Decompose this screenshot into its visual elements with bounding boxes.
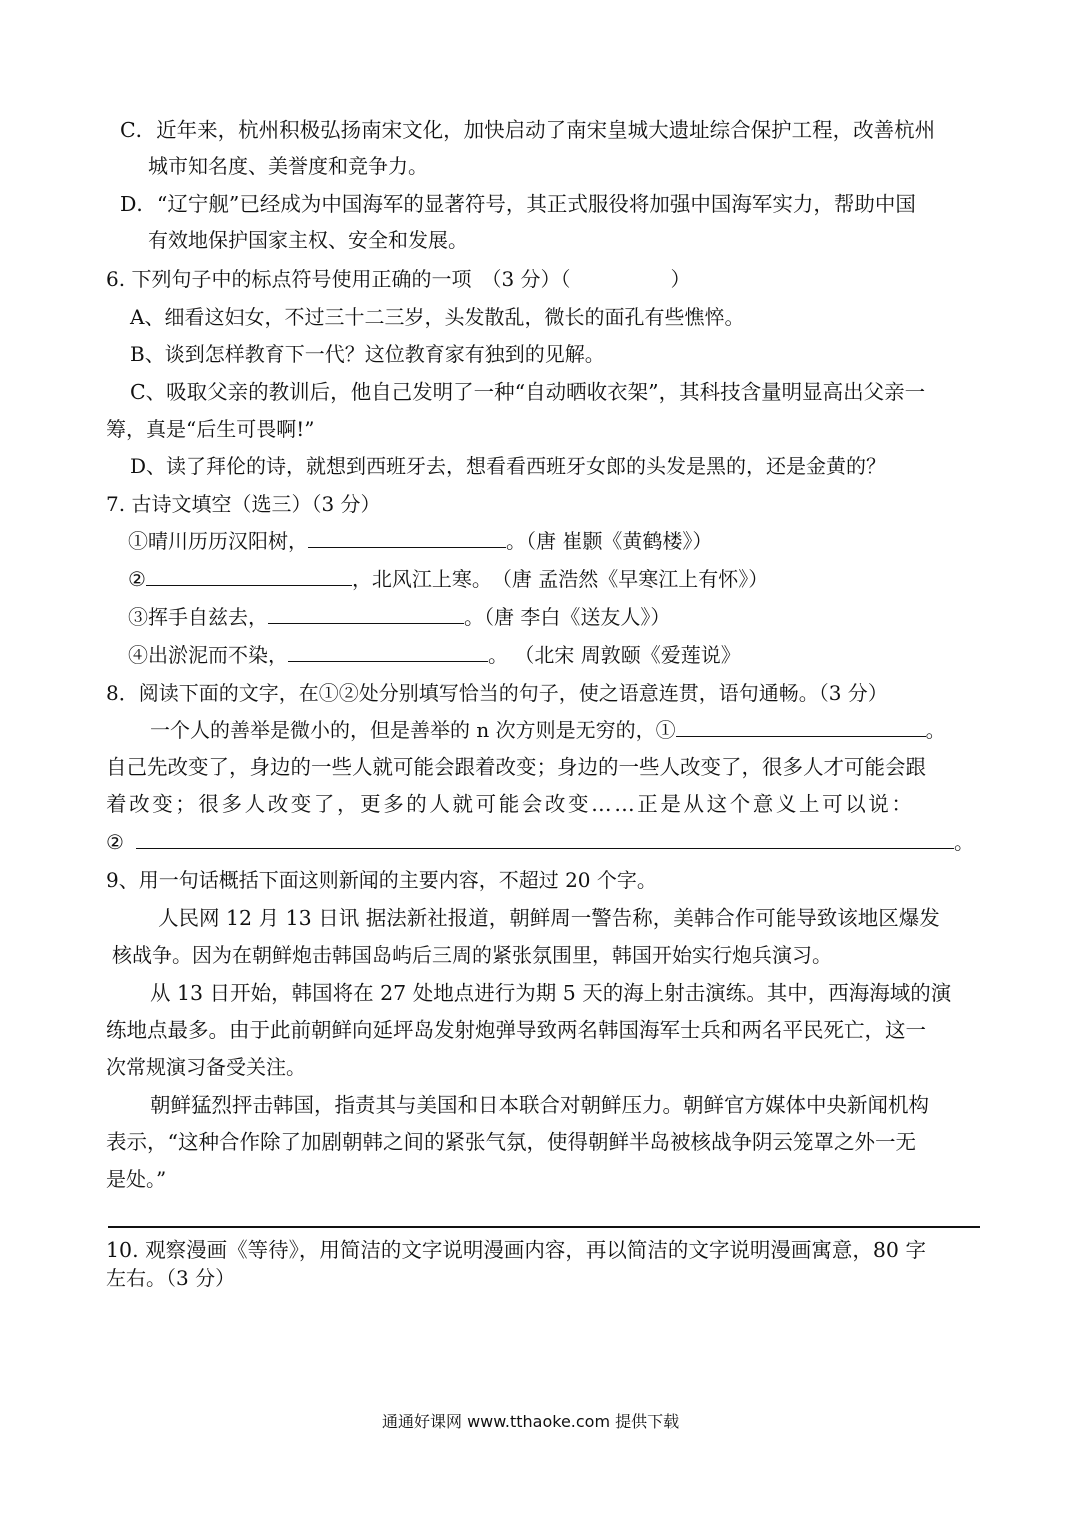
q9-news-p2-line2: 练地点最多。由于此前朝鲜向延坪岛发射炮弹导致两名韩国海军士兵和两名平民死亡，这一: [106, 1018, 926, 1042]
q5-option-c-line2: 城市知名度、美誉度和竞争力。: [148, 154, 428, 178]
q9-news-p2-line1: 从 13 日开始，韩国将在 27 处地点进行为期 5 天的海上射击演练。其中，西海海域的演: [150, 981, 952, 1005]
q8-stem: 8．阅读下面的文字，在①②处分别填写恰当的句子，使之语意连贯，语句通畅。（3 分）: [106, 681, 888, 705]
q9-news-p1-line2: 核战争。因为在朝鲜炮击韩国岛屿后三周的紧张氛围里，韩国开始实行炮兵演习。: [112, 943, 832, 967]
q7-item-4-text: ④出淤泥而不染，: [128, 643, 288, 667]
q5-option-c-line1: C．近年来，杭州积极弘扬南宋文化，加快启动了南宋皇城大遗址综合保护工程，改善杭州: [120, 118, 936, 142]
answer-blank[interactable]: [146, 565, 352, 586]
q5-option-d-line2: 有效地保护国家主权、安全和发展。: [148, 228, 468, 252]
q6-option-c-line1: C、吸取父亲的教训后，他自己发明了一种“自动晒收衣架”，其科技含量明显高出父亲一: [130, 380, 926, 404]
answer-blank[interactable]: [288, 641, 488, 662]
q6-stem: 6. 下列句子中的标点符号使用正确的一项 （3 分）（ ）: [106, 267, 691, 291]
q9-news-p3-line3: 是处。”: [106, 1167, 167, 1191]
q7-item-1-source: 。（唐 崔颢《黄鹤楼》）: [506, 529, 713, 553]
q7-item-2-source: ，北风江上寒。 （唐 孟浩然《早寒江上有怀》）: [351, 567, 769, 591]
q8-line-1-end: 。: [925, 718, 946, 742]
q7-item-1: [128, 527, 712, 555]
q8-line-3: 着改变；很多人改变了，更多的人就可能会改变……正是从这个意义上可以说：: [106, 792, 915, 816]
answer-blank[interactable]: [268, 603, 464, 624]
q6-option-b: B、谈到怎样教育下一代？这位教育家有独到的见解。: [130, 342, 605, 366]
q9-news-p3-line1: 朝鲜猛烈抨击韩国，指责其与美国和日本联合对朝鲜压力。朝鲜官方媒体中央新闻机构: [150, 1093, 929, 1117]
q9-news-p1-line1: 人民网 12 月 13 日讯 据法新社报道，朝鲜周一警告称，美韩合作可能导致该地区爆发: [158, 906, 940, 930]
q8-line-4: [106, 828, 974, 856]
q6-option-a: A、细看这妇女，不过三十二三岁，头发散乱，微长的面孔有些憔悴。: [130, 305, 745, 329]
q6-option-c-line2: 筹，真是“后生可畏啊!”: [106, 417, 315, 441]
q7-item-3-text: ③挥手自兹去，: [128, 605, 268, 629]
page-footer: 通通好课网 www.tthaoke.com 提供下载: [382, 1412, 680, 1431]
q7-stem: 7. 古诗文填空（选三）（3 分）: [106, 492, 381, 516]
answer-line[interactable]: [108, 1226, 980, 1228]
q9-stem: 9、用一句话概括下面这则新闻的主要内容，不超过 20 个字。: [106, 868, 657, 892]
q7-item-1-text: ①晴川历历汉阳树，: [128, 529, 308, 553]
q6-option-d: D、读了拜伦的诗，就想到西班牙去，想看看西班牙女郎的头发是黑的，还是金黄的？: [130, 454, 887, 478]
q7-item-2-text: ②: [128, 567, 146, 591]
q9-news-p3-line2: 表示，“这种合作除了加剧朝韩之间的紧张气氛，使得朝鲜半岛被核战争阴云笼罩之外一无: [106, 1130, 916, 1154]
q7-item-3: [128, 603, 670, 631]
q8-line-1: [150, 716, 946, 744]
q7-item-3-source: 。（唐 李白《送友人》）: [464, 605, 671, 629]
q5-option-d-line1: D．“辽宁舰”已经成为中国海军的显著符号，其正式服役将加强中国海军实力，帮助中国: [120, 192, 916, 216]
q9-news-p2-line3: 次常规演习备受关注。: [106, 1055, 306, 1079]
answer-blank[interactable]: [308, 527, 506, 548]
q8-line-4-text: ②: [106, 830, 124, 854]
q10-line-2: 左右。（3 分）: [106, 1266, 236, 1290]
answer-blank[interactable]: [136, 828, 954, 849]
q7-item-2: [128, 565, 768, 593]
q8-line-1-text: 一个人的善举是微小的，但是善举的 n 次方则是无穷的，①: [150, 718, 676, 742]
q7-item-4-source: 。 （北宋 周敦颐《爱莲说》: [488, 643, 741, 667]
q10-line-1: 10. 观察漫画《等待》，用简洁的文字说明漫画内容，再以简洁的文字说明漫画寓意，80 字: [106, 1238, 926, 1262]
q7-item-4: [128, 641, 741, 669]
answer-blank[interactable]: [676, 716, 926, 737]
q8-line-4-end: 。: [953, 830, 974, 854]
q8-line-2: 自己先改变了，身边的一些人就可能会跟着改变；身边的一些人改变了，很多人才可能会跟: [106, 755, 926, 779]
